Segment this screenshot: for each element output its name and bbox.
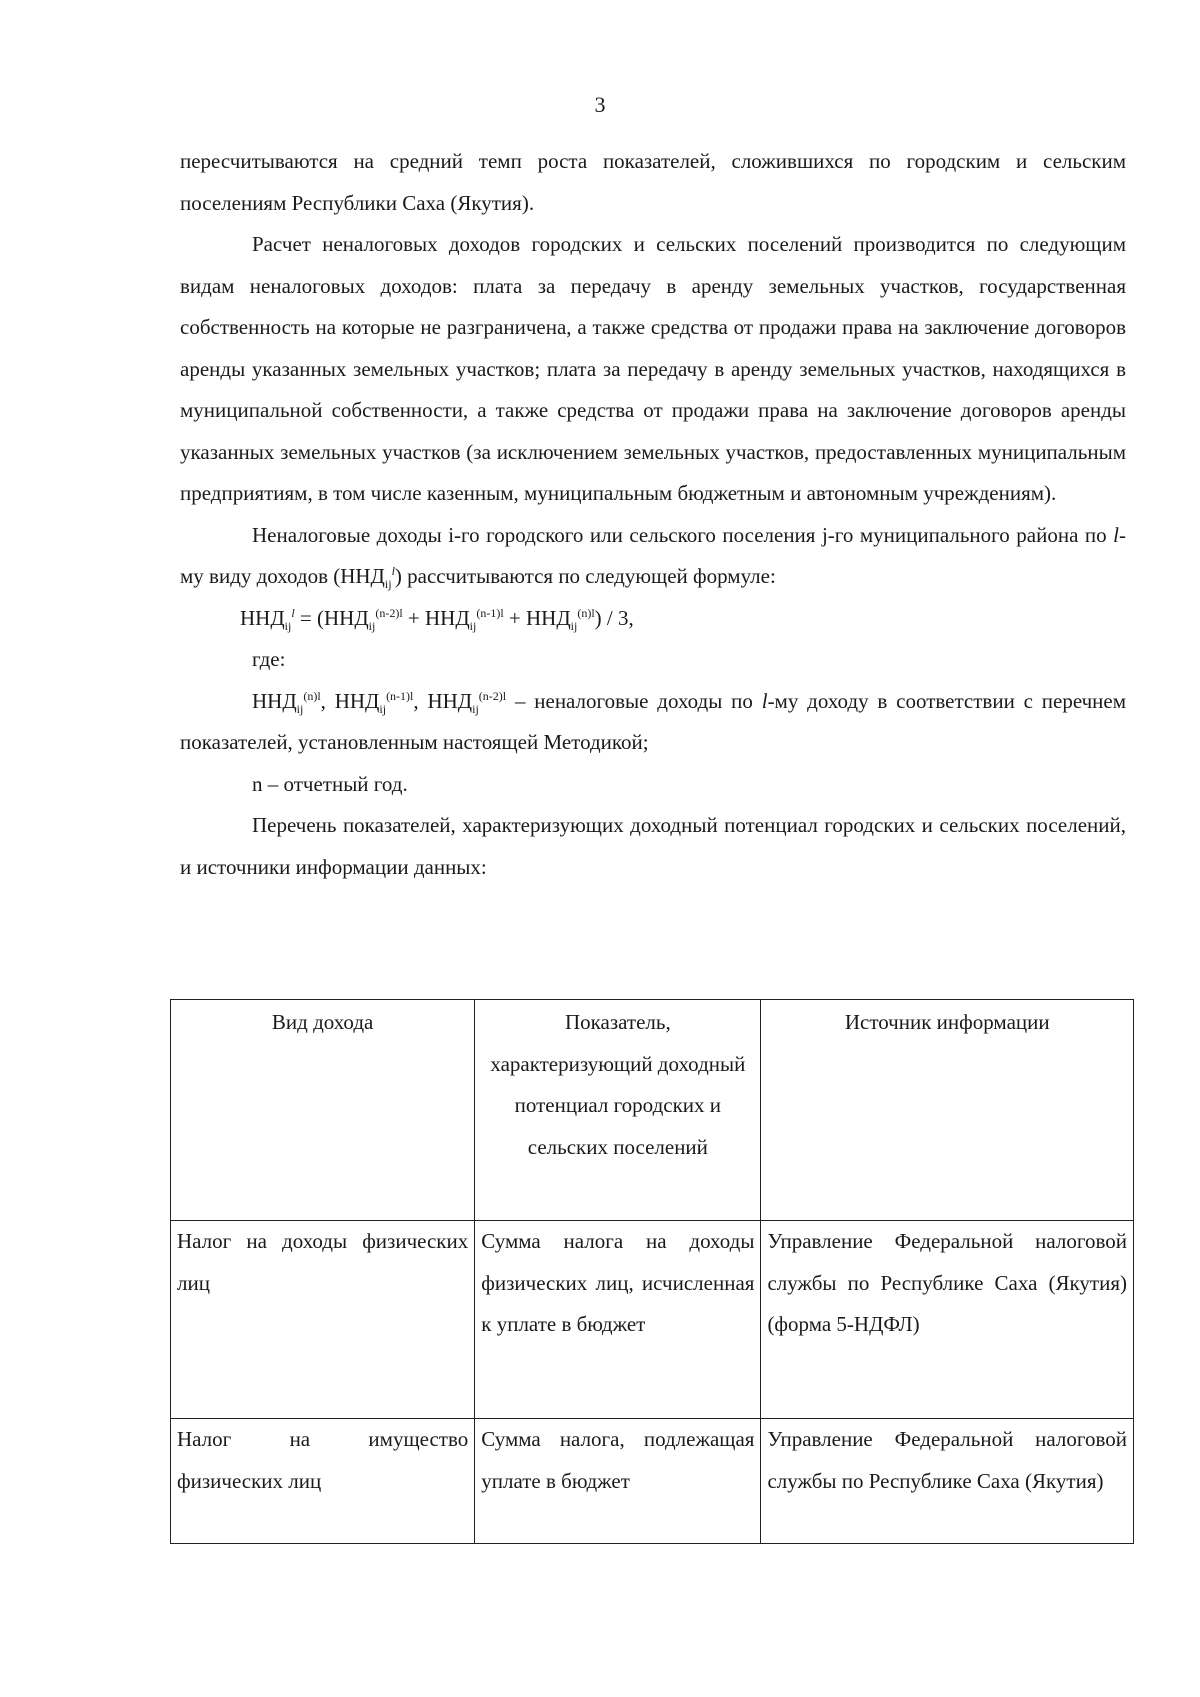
- formula-term: ННД: [252, 688, 297, 713]
- text-fragment: ) рассчитываются по следующей формуле:: [394, 564, 776, 588]
- formula-term: ННД: [240, 605, 285, 630]
- table-cell: Сумма налога на доходы физических лиц, исчисленная к уплате в бюджет: [475, 1221, 761, 1419]
- table-header-row: [171, 1000, 1134, 1221]
- superscript: (n-1)l: [476, 605, 504, 620]
- superscript: (n-2)l: [478, 688, 507, 703]
- subscript: ij: [379, 701, 387, 716]
- superscript: l: [291, 605, 295, 620]
- body-text: [180, 141, 1126, 888]
- subscript: ij: [368, 618, 376, 633]
- page-number: 3: [594, 92, 606, 117]
- paragraph-continuation: пересчитываются на средний темп роста показателей, сложившихся по городским и сельским поселениям Республики Саха (Якутия).: [180, 149, 1126, 215]
- n-definition: n – отчетный год.: [252, 771, 408, 796]
- formula-term: ) / 3,: [594, 605, 634, 630]
- superscript: (n-1)l: [386, 688, 414, 703]
- table-cell: Управление Федеральной налоговой службы по Республике Саха (Якутия) (форма 5-НДФЛ): [761, 1221, 1134, 1419]
- formula-term: = (ННД: [294, 605, 369, 630]
- table-header-income-type: Вид дохода: [171, 1000, 475, 1221]
- where-definition: [180, 681, 1126, 764]
- formula-term: + ННД: [503, 605, 571, 630]
- indicators-table: [170, 999, 1134, 1544]
- italic-l: l: [1113, 522, 1119, 547]
- list-intro: Перечень показателей, характеризующих доходный потенциал городских и сельских поселений, и источники информации данных:: [180, 813, 1126, 879]
- text-fragment: -му виду доходов (ННД: [180, 522, 1126, 588]
- table-cell: Управление Федеральной налоговой службы по Республике Саха (Якутия): [761, 1419, 1134, 1544]
- table-row: [171, 1221, 1134, 1419]
- table-cell: Сумма налога, подлежащая уплате в бюджет: [475, 1419, 761, 1544]
- table-row: [171, 1419, 1134, 1544]
- subscript: ij: [469, 618, 477, 633]
- paragraph-nontax-income: Расчет неналоговых доходов городских и сельских поселений производится по следующим видам неналоговых доходов: плата за передачу в аренду земельных участков, государственная собственность на которые не разграничена, а также средства от продажи права на заключение договоров аренды указанных земельных участков; плата за передачу в аренду земельных участков, находящихся в муниципальной собственности, а также средства от продажи права на заключение договоров аренды указанных земельных участков (за исключением земельных участков, предоставленных муниципальным предприятиям, в том числе казенным, муниципальным бюджетным и автономным учреждениям).: [180, 232, 1126, 505]
- superscript: (n-2)l: [375, 605, 403, 620]
- text-fragment: – неналоговые доходы по: [506, 688, 762, 713]
- table-cell: Налог на имущество физических лиц: [171, 1419, 475, 1544]
- table-cell: Налог на доходы физических лиц: [171, 1221, 475, 1419]
- formula: [180, 598, 1126, 640]
- table-header-indicator: Показатель, характеризующий доходный потенциал городских и сельских поселений: [475, 1000, 761, 1221]
- subscript: ij: [284, 618, 292, 633]
- superscript: (n)l: [577, 605, 595, 620]
- paragraph-formula-intro: [180, 515, 1126, 598]
- italic-l: l: [761, 688, 768, 713]
- text-fragment: -му доходу в соответствии с перечнем показателей, установленным настоящей Методикой;: [180, 688, 1127, 754]
- superscript: l: [391, 564, 395, 578]
- table-header-source: Источник информации: [761, 1000, 1134, 1221]
- subscript: ij: [570, 618, 578, 633]
- subscript: ij: [296, 701, 304, 716]
- where-label: где:: [252, 647, 286, 671]
- formula-term: + ННД: [402, 605, 470, 630]
- formula-term: , ННД: [320, 688, 380, 713]
- superscript: (n)l: [303, 688, 321, 703]
- text-fragment: Неналоговые доходы i-го городского или сельского поселения j-го муниципального района по: [252, 522, 1114, 547]
- subscript: ij: [472, 701, 479, 716]
- subscript: ij: [384, 577, 392, 592]
- formula-term: , ННД: [413, 688, 473, 713]
